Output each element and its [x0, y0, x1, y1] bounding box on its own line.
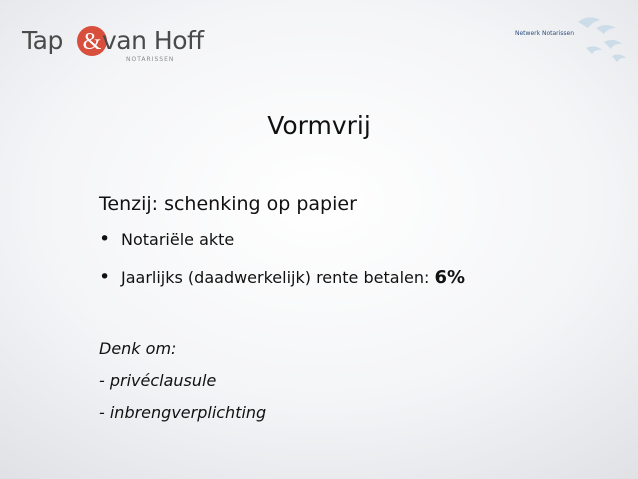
logo-subtitle: NOTARISSEN — [126, 56, 175, 63]
network-label: Netwerk Notarissen — [515, 30, 575, 37]
network-birds-icon — [508, 12, 633, 72]
bullet-text: Jaarlijks (daadwerkelijk) rente betalen: — [121, 268, 435, 287]
netwerk-notarissen-badge — [508, 12, 633, 72]
note-line: - inbrengverplichting — [99, 403, 267, 422]
intro-text: Tenzij: schenking op papier — [99, 193, 357, 215]
bullet-icon: • — [99, 228, 111, 250]
logo-text-tap: Tap — [22, 26, 63, 55]
bullet-item — [99, 228, 234, 251]
svg-text:&: & — [82, 29, 102, 55]
bullet-highlight: 6% — [434, 267, 466, 288]
bullet-item — [99, 266, 465, 289]
bullet-text: Notariële akte — [121, 230, 235, 249]
note-heading: Denk om: — [99, 339, 177, 358]
slide-title: Vormvrij — [267, 111, 371, 140]
tap-van-hoff-logo — [22, 26, 204, 66]
bullet-icon: • — [99, 266, 111, 288]
logo-text-van-hoff: van Hoff — [102, 26, 204, 55]
note-line: - privéclausule — [99, 371, 217, 390]
